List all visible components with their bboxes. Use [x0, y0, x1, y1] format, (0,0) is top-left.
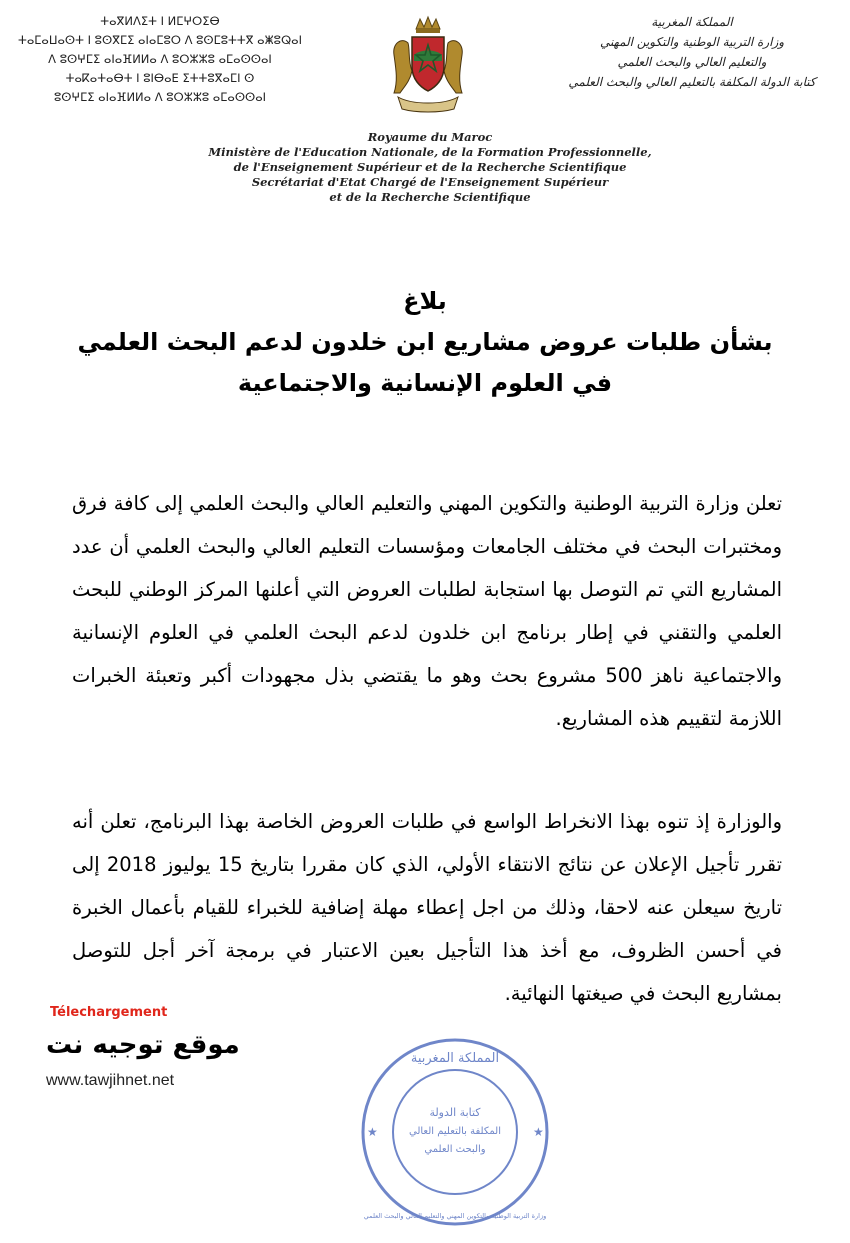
tifinagh-line: ⵜⴰⵎⴰⵡⴰⵙⵜ ⵏ ⵓⵙⴳⵎⵉ ⴰⵏⴰⵎⵓⵔ ⴷ ⵓⵙⵎⵓⵜⵜⴳ ⴰⵥⵓⵕⴰⵏ [18, 33, 302, 47]
french-header-line: Royaume du Maroc [367, 130, 493, 144]
body-paragraph: تعلن وزارة التربية الوطنية والتكوين المهني والتعليم العالي والبحث العلمي إلى كافة فرق ومختبرات البحث في مختلف الجامعات ومؤسسات التعليم العالي والبحث العلمي أن عدد المشاريع التي تم التوصل بها استجابة لطلبات العروض التي أعلنها المركز الوطني للبحث العلمي والتقني في إطار برنامج ابن خلدون لدعم البحث العلمي في العلوم الإنسانية والاجتماعية ناهز 500 مشروع بحث وهو ما يقتضي بذل مجهودات أكبر وتعبئة الخبرات اللازمة لتقييم هذه المشاريع. [72, 492, 782, 730]
arabic-header-line: والتعليم العالي والبحث العلمي [617, 55, 767, 69]
arabic-header-line: وزارة التربية الوطنية والتكوين المهني [599, 35, 785, 49]
french-header-line: Ministère de l'Education Nationale, de la Formation Professionnelle, [208, 145, 652, 159]
french-header-line: Secrétariat d'Etat Chargé de l'Enseignement Supérieur [251, 175, 609, 189]
body-paragraph: والوزارة إذ تنوه بهذا الانخراط الواسع في طلبات العروض الخاصة بهذا البرنامج، تعلن أنه تقرر تأجيل الإعلان عن نتائج الانتقاء الأولي، الذي كان مقررا بتاريخ 15 يوليوز 2018 إلى تاريخ سيعلن عنه لاحقا، وذلك من اجل إعطاء مهلة إضافية للخبراء للقيام بأعمال الخبرة في أحسن الظروف، مع أخذ هذا التأجيل بعين الاعتبار في برمجة آخر أجل للتوصل بمشاريع البحث في صيغتها النهائية. [72, 810, 782, 1005]
site-name: موقع توجيه نت [46, 1030, 240, 1060]
arabic-header-line: المملكة المغربية [651, 15, 733, 29]
svg-text:★: ★ [533, 1125, 544, 1139]
title-line: بشأن طلبات عروض مشاريع ابن خلدون لدعم البحث العلمي [77, 328, 773, 356]
title-line: بلاغ [403, 287, 447, 315]
download-label: Télechargement [50, 1005, 168, 1020]
stamp-inner-line: كتابة الدولة [429, 1106, 481, 1119]
royal-emblem-icon [388, 15, 468, 115]
french-header-line: de l'Enseignement Supérieur et de la Recherche Scientifique [233, 160, 627, 174]
tifinagh-line: ⵓⵙⵖⵎⵉ ⴰⵏⴰⴼⵍⵍⴰ ⴷ ⵓⵔⵣⵣⵓ ⴰⵎⴰⵙⵙⴰⵏ [53, 90, 267, 104]
stamp-outer-text: المملكة المغربية [410, 1051, 500, 1066]
title-line: في العلوم الإنسانية والاجتماعية [237, 369, 613, 397]
stamp-ring-text: وزارة التربية الوطنية والتكوين المهني والتعليم العالي والبحث العلمي [363, 1212, 547, 1220]
arabic-header-line: كتابة الدولة المكلفة بالتعليم العالي والبحث العلمي [568, 75, 816, 89]
tifinagh-line: ⵜⴰⴽⴰⵜⴰⴱⵜ ⵏ ⵓⵏⴱⴰⴹ ⵉⵜⵜⵓⴳⴰⵎⵏ ⵙ [65, 71, 255, 85]
tifinagh-line: ⵜⴰⴳⵍⴷⵉⵜ ⵏ ⵍⵎⵖⵔⵉⴱ [100, 14, 220, 28]
arabic-header [542, 12, 842, 92]
tifinagh-header [10, 12, 310, 107]
french-header-line: et de la Recherche Scientifique [329, 190, 531, 204]
site-url[interactable]: www.tawjihnet.net [46, 1072, 175, 1089]
svg-text:★: ★ [367, 1125, 378, 1139]
official-stamp-icon [355, 1032, 555, 1232]
stamp-inner-line: والبحث العلمي [424, 1144, 486, 1155]
french-header [150, 130, 710, 205]
stamp-inner-line: المكلفة بالتعليم العالي [409, 1126, 501, 1137]
tifinagh-line: ⴷ ⵓⵙⵖⵎⵉ ⴰⵏⴰⴼⵍⵍⴰ ⴷ ⵓⵔⵣⵣⵓ ⴰⵎⴰⵙⵙⴰⵏ [48, 52, 272, 66]
document-title [60, 283, 790, 401]
